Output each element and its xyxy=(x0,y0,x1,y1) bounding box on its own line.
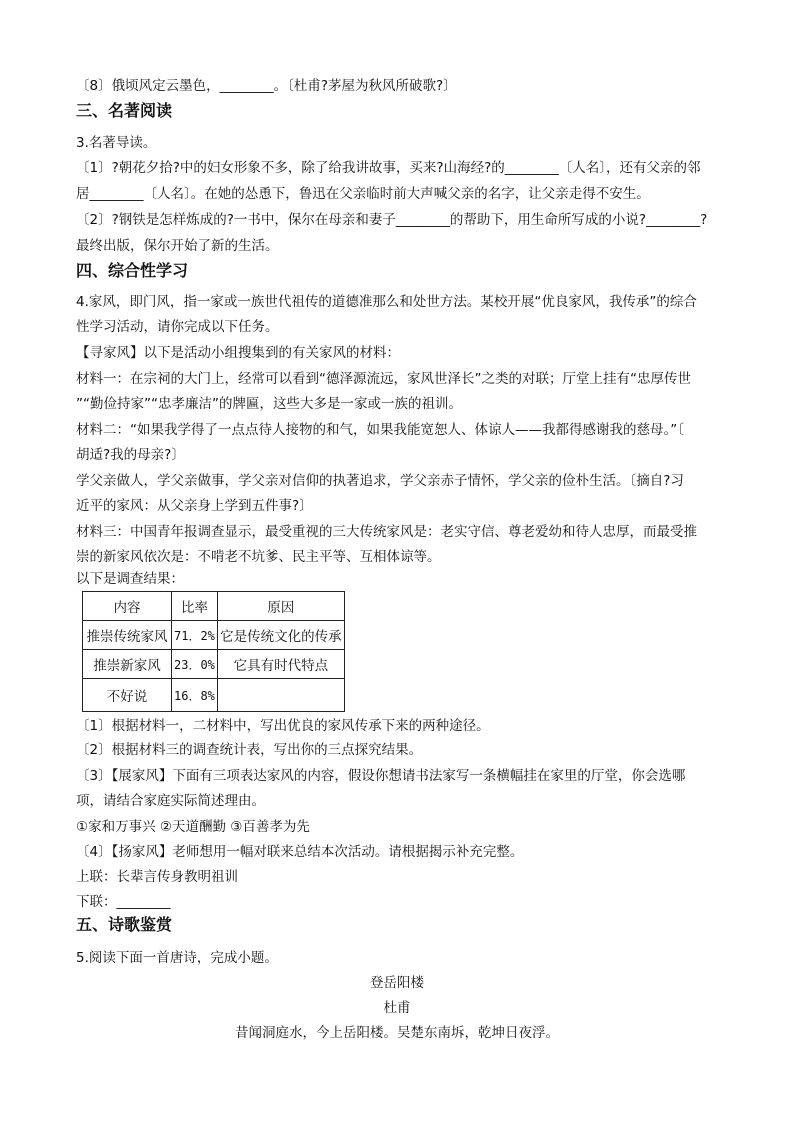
material-1-line-2: ”“勤俭持家”“忠孝廉洁”的牌匾，这些大多是一家或一族的祖训。 xyxy=(76,396,462,412)
table-row xyxy=(83,650,345,679)
question-4-3-line-1: 〔3〕【展家风】下面有三项表达家风的内容，假设你想请书法家写一条横幅挂在家里的厅堂，你会选哪 xyxy=(76,768,686,784)
survey-table xyxy=(82,591,345,712)
table-cell: 推崇新家风 xyxy=(83,650,172,679)
table-header-cell: 比率 xyxy=(172,592,218,621)
couplet-lower: 下联：________ xyxy=(76,894,171,910)
material-1-line-1: 材料一：在宗祠的大门上，经常可以看到“德泽源流远，家风世泽长”之类的对联；厅堂上挂有“忠厚传世 xyxy=(76,371,691,387)
section-4-heading: 四、综合性学习 xyxy=(76,261,189,280)
question-3-2-line-1: 〔2〕?钢铁是怎样炼成的?一书中，保尔在母亲和妻子________的帮助下，用生命所写成的小说?________? xyxy=(76,212,708,228)
table-cell: 不好说 xyxy=(83,679,172,712)
question-3-1-line-1: 〔1〕?朝花夕拾?中的妇女形象不多，除了给我讲故事，买来?山海经?的________〔人名〕，还有父亲的邻 xyxy=(76,160,701,176)
question-3-title: 3.名著导读。 xyxy=(76,135,157,151)
material-3-line-2: 崇的新家风依次是：不啃老不坑爹、民主平等、互相体谅等。 xyxy=(76,549,441,565)
question-4-3-options: ①家和万事兴 ②天道酬勤 ③百善孝为先 xyxy=(76,819,310,835)
question-4-1: 〔1〕根据材料一，二材料中，写出优良的家风传承下来的两种途径。 xyxy=(76,718,490,734)
question-3-1-line-2: 居________〔人名〕。在她的怂恿下，鲁迅在父亲临时前大声喊父亲的名字，让父亲走得不安生。 xyxy=(76,186,650,202)
question-4-3-line-2: 项，请结合家庭实际简述理由。 xyxy=(76,793,265,809)
couplet-upper: 上联：长辈言传身教明祖训 xyxy=(76,869,238,885)
table-row xyxy=(83,621,345,650)
section-3-heading: 三、名著阅读 xyxy=(76,101,173,120)
question-5-title: 5.阅读下面一首唐诗，完成小题。 xyxy=(76,950,278,966)
table-cell: 它是传统文化的传承 xyxy=(217,621,344,650)
question-2-8: 〔8〕俄顷风定云墨色，________。〔杜甫?茅屋为秋风所破歌?〕 xyxy=(76,78,457,94)
question-4-2: 〔2〕根据材料三的调查统计表，写出你的三点探究结果。 xyxy=(76,742,423,758)
table-header-cell: 原因 xyxy=(217,592,344,621)
question-4-line-1: 4.家风，即门风，指一家或一族世代祖传的道德准那么和处世方法。某校开展“优良家风，我传承”的综合 xyxy=(76,294,697,310)
table-cell: 它具有时代特点 xyxy=(217,650,344,679)
table-cell: 16．8% xyxy=(172,679,218,712)
survey-intro: 以下是调查结果： xyxy=(76,571,184,587)
table-cell: 推崇传统家风 xyxy=(83,621,172,650)
question-4-task-intro: 【寻家风】以下是活动小组搜集到的有关家风的材料： xyxy=(76,345,400,361)
poem-author: 杜甫 xyxy=(383,1000,411,1016)
question-3-2-line-2: 最终出版，保尔开始了新的生活。 xyxy=(76,238,279,254)
material-2-line-4: 近平的家风：从父亲身上学到五件事?〕 xyxy=(76,498,313,514)
table-header-cell: 内容 xyxy=(83,592,172,621)
table-row xyxy=(83,679,345,712)
table-cell: 23．0% xyxy=(172,650,218,679)
section-5-heading: 五、诗歌鉴赏 xyxy=(76,915,173,934)
table-cell xyxy=(217,679,344,712)
table-header-row xyxy=(83,592,345,621)
question-4-line-2: 性学习活动，请你完成以下任务。 xyxy=(76,319,279,335)
table-cell: 71．2% xyxy=(172,621,218,650)
material-2-line-1: 材料二：“如果我学得了一点点待人接物的和气，如果我能宽恕人、体谅人——我都得感谢我的慈母。”〔 xyxy=(76,422,684,438)
poem-title: 登岳阳楼 xyxy=(370,975,424,991)
material-3-line-1: 材料三：中国青年报调查显示，最受重视的三大传统家风是：老实守信、尊老爱幼和待人忠厚，而最受推 xyxy=(76,524,697,540)
material-2-line-2: 胡适?我的母亲?〕 xyxy=(76,447,185,463)
poem-line-1: 昔闻洞庭水，今上岳阳楼。吴楚东南坼，乾坤日夜浮。 xyxy=(235,1025,559,1041)
material-2-line-3: 学父亲做人，学父亲做事，学父亲对信仰的执著追求，学父亲赤子情怀，学父亲的俭朴生活。〔摘自?习 xyxy=(76,473,684,489)
question-4-4: 〔4〕【扬家风】老师想用一幅对联来总结本次活动。请根据揭示补充完整。 xyxy=(76,844,524,860)
